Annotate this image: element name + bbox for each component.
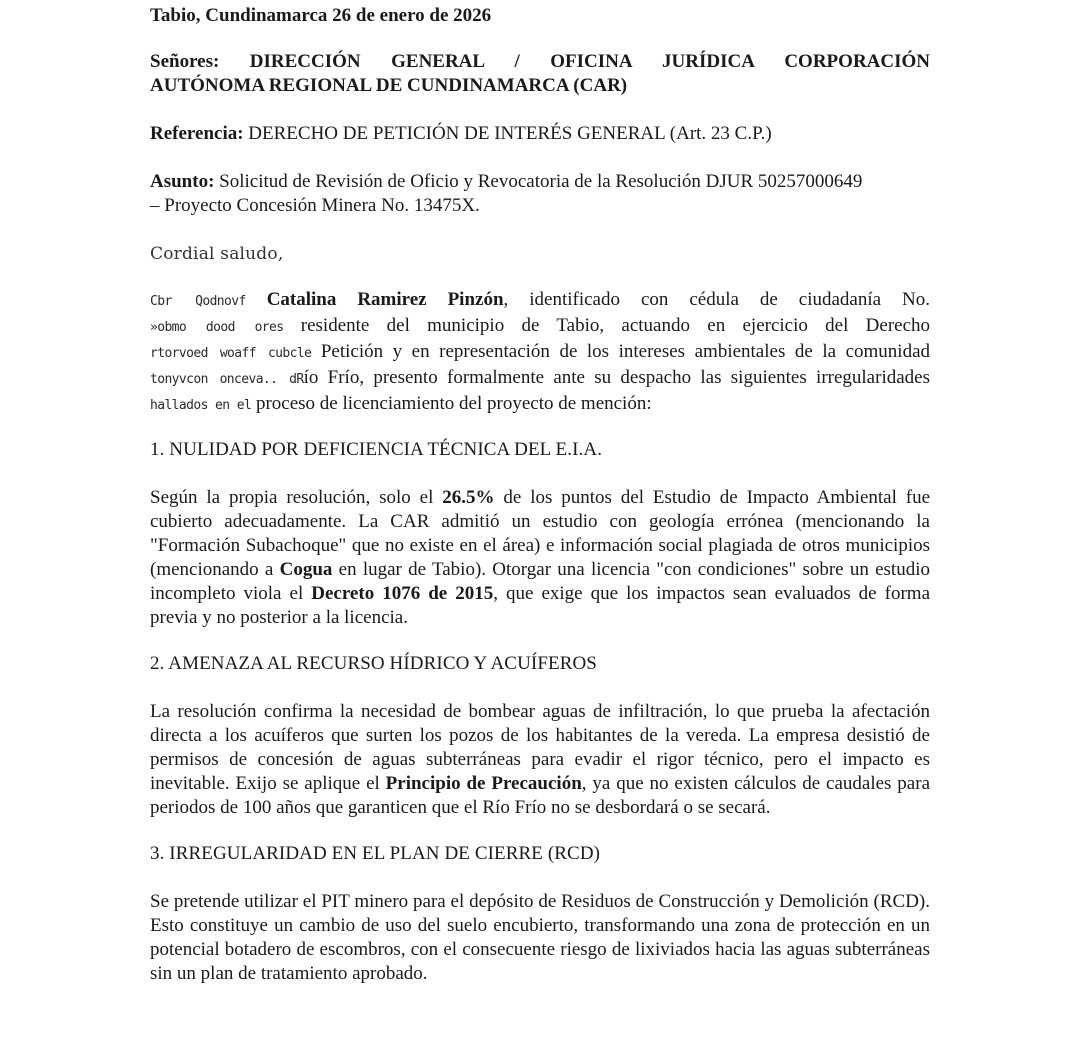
recipient-name-line2: AUTÓNOMA REGIONAL DE CUNDINAMARCA (CAR) xyxy=(150,75,628,96)
petitioner-name: Catalina Ramirez Pinzón xyxy=(266,289,504,310)
subject-line-1: Solicitud de Revisión de Oficio y Revocatoria de la Resolución DJUR 50257000649 xyxy=(219,171,863,192)
section-1-heading: 1. NULIDAD POR DEFICIENCIA TÉCNICA DEL E.I.A. xyxy=(150,439,603,460)
recipient-block xyxy=(150,50,930,98)
section-1-paragraph: Según la propia resolución, solo el 26.5% de los puntos del Estudio de Impacto Ambiental fue cubierto adecuadamente. La CAR admitió un estudio con geología errónea (mencionando la "Formación Subachoque" que no existe en el área) e información social plagiada de otros municipios (mencionando a Cogua en lugar de Tabio). Otorgar una licencia "con condiciones" sobre un estudio incompleto viola el Decreto 1076 de 2015, que exige que los impactos sean evaluados de forma previa y no posterior a la licencia. xyxy=(150,487,931,628)
recipient-name-line1: DIRECCIÓN GENERAL / OFICINA JURÍDICA CORPORACIÓN xyxy=(249,51,931,72)
subject-line-2: – Proyecto Concesión Minera No. 13475X. xyxy=(150,195,480,216)
subject-block xyxy=(150,170,930,218)
intro-line-1: Cbr Qodnovf Catalina Ramirez Pinzón, identificado con cédula de ciudadanía No. xyxy=(150,289,931,310)
intro-line-3: rtorvoed woaff cubcle Petición y en representación de los intereses ambientales de la comunidad xyxy=(150,341,930,362)
garbled-text: »obmo dood ores xyxy=(150,320,284,335)
recipient-label: Señores: xyxy=(150,51,220,72)
intro-paragraph xyxy=(150,288,930,418)
intro-line-2: »obmo dood ores residente del municipio de Tabio, actuando en ejercicio del Derecho xyxy=(150,315,931,336)
garbled-text: Cbr Qodnovf xyxy=(150,294,246,309)
garbled-text: rtorvoed woaff cubcle xyxy=(150,346,312,361)
subject-label: Asunto: xyxy=(150,171,215,192)
section-3-paragraph: Se pretende utilizar el PIT minero para el depósito de Residuos de Construcción y Demolición (RCD). Esto constituye un cambio de uso del suelo encubierto, transformando una zona de protección en un potencial botadero de escombros, con el consecuente riesgo de lixiviados hacia las aguas subterráneas sin un plan de tratamiento aprobado. xyxy=(150,891,930,984)
section-3-heading: 3. IRREGULARIDAD EN EL PLAN DE CIERRE (RCD) xyxy=(150,843,601,864)
intro-line-4: tonyvcon onceva.. dRío Frío, presento formalmente ante su despacho las siguientes irregularidades xyxy=(150,367,930,388)
recipient-line-1 xyxy=(150,50,930,74)
section-2-heading: 2. AMENAZA AL RECURSO HÍDRICO Y ACUÍFEROS xyxy=(150,653,597,674)
greeting: Cordial saludo, xyxy=(150,244,284,264)
garbled-text: hallados en el xyxy=(150,398,252,413)
letter-document xyxy=(150,4,930,1008)
letter-date: Tabio, Cundinamarca 26 de enero de 2026 xyxy=(150,5,492,26)
intro-line-5: hallados en el proceso de licenciamiento del proyecto de mención: xyxy=(150,393,652,414)
reference-text: DERECHO DE PETICIÓN DE INTERÉS GENERAL (Art. 23 C.P.) xyxy=(248,123,772,144)
section-2-paragraph: La resolución confirma la necesidad de bombear aguas de infiltración, lo que prueba la afectación directa a los acuíferos que surten los pozos de los habitantes de la vereda. La empresa desistió de permisos de concesión de aguas subterráneas para evadir el rigor técnico, pero el impacto es inevitable. Exijo se aplique el Principio de Precaución, ya que no existen cálculos de caudales para periodos de 100 años que garanticen que el Río Frío no se desbordará o se secará. xyxy=(150,701,930,818)
garbled-text: tonyvcon onceva.. dR xyxy=(150,372,304,387)
reference-block xyxy=(150,122,930,146)
reference-label: Referencia: xyxy=(150,123,244,144)
